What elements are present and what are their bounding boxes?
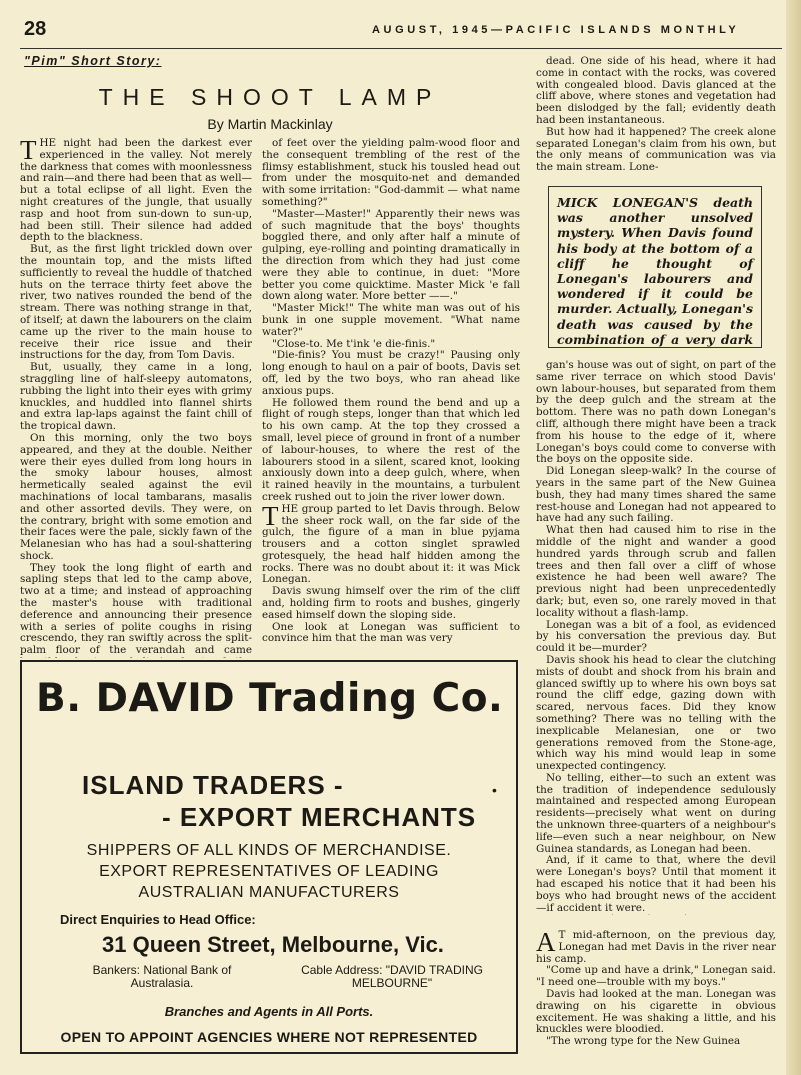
paragraph <box>20 138 252 244</box>
paragraph <box>536 56 776 127</box>
paragraph-text: Lonegan was a bit of a fool, as evidenced by his conversation the previous day. But could it be—murder? <box>536 618 776 655</box>
paragraph-text: Davis swung himself over the rim of the cliff and, holding firm to roots and bushes, gingerly eased himself down the sloping side. <box>262 585 520 621</box>
paragraph <box>536 360 776 466</box>
paragraph <box>262 586 520 621</box>
paragraph <box>536 773 776 856</box>
ad-bankers: Bankers: National Bank of Australasia. <box>92 963 232 990</box>
paragraph-text: gan's house was out of sight, on part of the same river terrace on which stood Davis' own labour-houses, but separated from them by the deep gulch and the stream at the bottom. There was no path down Lonegan's cliff, although there might have been a track from his house to the edge of it, where Lonegan's boys could come to converse with the boys on the opposite side. <box>536 360 776 466</box>
paragraph-text: On this morning, only the two boys appeared, and they at the double. Neither were their eyes dulled from long hours in the smoky labour houses, almost hermetically sealed against the evil machinations of local tambarans, masalis and other assorted devils. They were, on the contrary, bright with some emotion and their faces were the pale, sickly fawn of the Melanesian who has had a soul-shattering shock. <box>20 431 252 562</box>
paragraph-text: HE night had been the darkest ever experienced in the valley. Not merely the darkness that comes with moonlessness and rain—and there had been that as well—but a total eclipse of all light. Even the night creatures of the jungle, that usually rasp and hoot from sun-down to sun-up, had been still. Their silence had added depth to the blackness. <box>20 138 252 244</box>
paragraph-text: What then had caused him to rise in the middle of the night and wander a good hundred yards through scrub and fallen trees and then fall over a cliff of whose existence he had been well aware? The previous night had been unprecedentedly dark; but, even so, one rarely moved in that locality without a flash-lamp. <box>536 524 776 619</box>
paragraph-text: Davis had looked at the man. Lonegan was drawing on his cigarette in obvious excitement. He was shaking a little, and his knuckles were bloodied. <box>536 987 776 1036</box>
ad-export-reps: EXPORT REPRESENTATIVES OF LEADING <box>99 863 439 880</box>
paragraph <box>262 500 520 587</box>
paragraph-text: "Come up and have a drink," Lonegan said. "I need one—trouble with my boys." <box>536 964 776 989</box>
paragraph <box>262 138 520 209</box>
paragraph <box>262 303 520 338</box>
paragraph-text: He followed them round the bend and up a flight of rough steps, longer than that which led to his own camp. At the top they crossed a small, level piece of ground in front of a number of labour-houses, to where the rest of the labourers stood in a silent, scared knot, looking anxiously down into a deep gulch, where, when it rained heavily in the mountains, a turbulent creek rushed out to join the river lower down. <box>262 396 520 503</box>
ad-direct-enquiries: Direct Enquiries to Head Office: <box>60 912 256 927</box>
paragraph <box>536 989 776 1036</box>
paragraph-text: "Master Mick!" The white man was out of his bunk in one supple movement. "What name water?" <box>262 302 520 338</box>
masthead: AUGUST, 1945—PACIFIC ISLANDS MONTHLY <box>372 24 740 36</box>
paragraph-text: "Master—Master!" Apparently their news was of such magnitude that the boys' thoughts boggled there, and only after half a minute of gulping, eye-rolling and pointing dramatically in the direction from which they had just come were they able to continue, in duet: "More better you come quicktime. Master Mick 'e fall down along water. More better ——." <box>262 207 520 303</box>
page-edge <box>786 0 801 1075</box>
ad-address: 31 Queen Street, Melbourne, Vic. <box>102 932 444 957</box>
paragraph-text: No telling, either—to such an extent was the tradition of independence sedulously maintained and respected among European residents—precisely what went on during the unknown three-quarters of a neighbour's life—even such a near neighbour, on New Guinea standards, as Lonegan had been. <box>536 771 776 855</box>
paragraph-text: But how had it happened? The creek alone separated Lonegan's claim from his own, but the only means of communication was via the main stream. Lone- <box>536 125 776 174</box>
ad-shippers: SHIPPERS OF ALL KINDS OF MERCHANDISE. <box>86 842 452 859</box>
paragraph <box>536 620 776 655</box>
paragraph <box>20 362 252 433</box>
paragraph <box>536 965 776 989</box>
article-column-3-bottom <box>536 930 776 1065</box>
byline: By Martin Mackinlay <box>207 116 333 132</box>
paragraph <box>262 398 520 504</box>
paragraph <box>536 655 776 773</box>
paragraph-text: "Die-finis? You must be crazy!" Pausing only long enough to haul on a pair of boots, Davis set off, led by the two boys, who ran ahead like anxious pups. <box>262 349 520 397</box>
article-column-1 <box>20 138 252 658</box>
story-summary-box: MICK LONEGAN'S death was another unsolved mystery. When Davis found his body at the bottom of a cliff he thought of Lonegan's labourers and wondered if it could be murder. Actually, Lonegan's death was caused by the combination of a very dark <box>548 186 762 348</box>
paragraph <box>536 855 776 914</box>
ad-company-name: B. DAVID Trading Co. <box>36 676 504 721</box>
ad-manufacturers: AUSTRALIAN MANUFACTURERS <box>138 884 400 901</box>
ad-line-traders: ISLAND TRADERS - <box>82 770 344 800</box>
paragraph <box>262 622 520 646</box>
paragraph <box>262 350 520 397</box>
paragraph-text: of feet over the yielding palm-wood floor and the consequent trembling of the rest of the flimsy establishment, stuck his tousled head out from under the mosquito-net and demanded with some irritation: "God-dammit — what name something?" <box>262 138 520 208</box>
paragraph-text: "The wrong type for the New Guinea <box>546 1035 741 1048</box>
ad-branches: Branches and Agents in All Ports. <box>164 1004 374 1019</box>
header-rule <box>20 48 782 49</box>
paragraph-text: Davis shook his head to clear the clutching mists of doubt and shock from his brain and glanced swiftly up to where his own boys sat round the cliff edge, gazing down with scared, nervous faces. Did they know something? There was no telling with the inexplicable Melanesian, one or two generations removed from the Stone-age, which way his mind would leap in some unexpected contingency. <box>536 653 776 773</box>
section-separator <box>536 914 776 915</box>
paragraph-text: Did Lonegan sleep-walk? In the course of years in the same part of the New Guinea bush, they had many times shared the same rest-house and Lonegan had not appeared to have had any such failing. <box>536 465 776 525</box>
paragraph <box>536 1036 776 1048</box>
drop-cap: T <box>262 500 279 531</box>
paragraph <box>536 930 776 965</box>
paragraph-text: And, if it came to that, where the devil were Lonegan's boys? Until that moment it had escaped his notice that it had been his boys who had brought news of the accident—if accident it were. <box>536 854 776 914</box>
article-column-3-middle <box>536 360 776 915</box>
paragraph-text: But, usually, they came in a long, straggling line of half-sleepy automatons, rubbing the light into their eyes with grimy knuckles, and huddled into flannel shirts and extra lap-laps against the faint chill of the tropical dawn. <box>20 361 252 433</box>
article-column-2 <box>262 138 520 658</box>
paragraph <box>262 209 520 303</box>
ad-agencies: OPEN TO APPOINT AGENCIES WHERE NOT REPRESENTED <box>60 1029 478 1045</box>
section-label: "Pim" Short Story: <box>24 54 162 68</box>
page-number: 28 <box>24 18 47 40</box>
ad-line-merchants: - EXPORT MERCHANTS <box>162 802 477 832</box>
drop-cap: T <box>20 138 37 165</box>
paragraph <box>536 525 776 619</box>
paragraph-text: HE group parted to let Davis through. Below the sheer rock wall, on the far side of the gulch, the figure of a man in blue pyjama trousers and a cotton singlet sprawled grotesquely, the head half hidden among the rocks. There was no doubt about it: it was Mick Lonegan. <box>262 502 520 586</box>
ad-cable-address: Cable Address: "DAVID TRADING MELBOURNE" <box>301 963 483 990</box>
paragraph-text: dead. One side of his head, where it had come in contact with the rocks, was covered with congealed blood. Davis glanced at the cliff above, where stones and vegetation had been dislodged by the fall; evidently death had been instantaneous. <box>536 56 776 126</box>
paragraph <box>536 466 776 525</box>
paragraph-text: But, as the first light trickled down over the mountain top, and the mists lifted sufficiently to reveal the huddle of thatched huts on the terrace thirty feet above the river, two natives rounded the bend of the stream. There was nothing strange in that, of itself; at dawn the labourers on the claim came up the river to the main house to receive their rice issue and their instructions for the day, from Tom Davis. <box>20 243 252 362</box>
paragraph <box>536 127 776 174</box>
advertisement <box>20 660 518 1054</box>
paragraph <box>20 563 252 658</box>
ad-bullet: • <box>492 782 497 798</box>
paragraph <box>20 244 252 362</box>
article-column-3-top <box>536 56 776 174</box>
paragraph-text: T mid-afternoon, on the previous day, Lonegan had met Davis in the river near his camp. <box>536 930 776 965</box>
story-title: THE SHOOT LAMP <box>98 84 442 110</box>
drop-cap: A <box>536 930 556 957</box>
paragraph <box>20 433 252 563</box>
paragraph-text: "Close-to. Me t'ink 'e die-finis." <box>272 337 436 350</box>
paragraph-text: They took the long flight of earth and sapling steps that led to the camp above, two at a time; and instead of approaching the master's house with traditional deference and announcing their presence with a series of polite coughs in rising crescendo, they ran swiftly across the split-palm floor of the verandah and came <box>20 561 252 657</box>
paragraph-text: One look at Lonegan was sufficient to convince him that the man was very <box>262 620 520 645</box>
